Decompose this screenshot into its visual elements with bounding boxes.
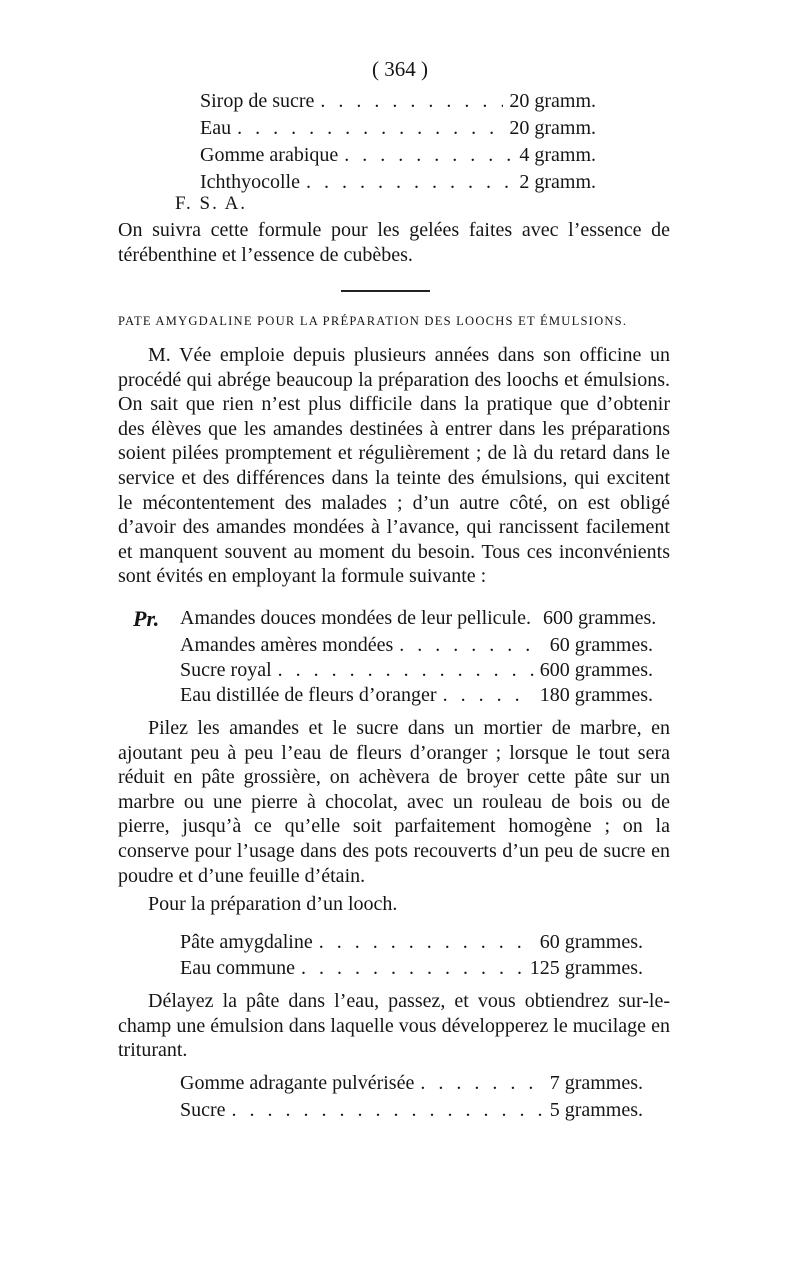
- formula-line: [180, 1097, 643, 1124]
- ingredient-name: Amandes amères mondées: [180, 634, 394, 656]
- leader-dots: [278, 657, 534, 684]
- section-divider: [341, 290, 430, 292]
- formula-line: [180, 1070, 643, 1097]
- ingredient-quantity: 20 gramm.: [509, 90, 596, 112]
- ingredient-name: Eau distillée de fleurs d’oranger: [180, 684, 437, 706]
- ingredient-quantity: 60 grammes.: [549, 634, 653, 656]
- section-title: PATE AMYGDALINE POUR LA PRÉPARATION DES LOOCHS ET ÉMULSIONS.: [118, 314, 628, 328]
- formula-line: [180, 955, 643, 982]
- formula-line: [200, 88, 596, 115]
- ingredient-name: Gomme arabique: [200, 144, 339, 166]
- ingredient-quantity: 125 grammes.: [529, 957, 643, 979]
- paragraph: Pour la préparation d’un looch.: [148, 893, 398, 915]
- ingredient-quantity: 600 grammes.: [543, 607, 657, 629]
- fsa-abbreviation: F. S. A.: [175, 193, 248, 214]
- paragraph: M. Vée emploie depuis plusieurs années dans son officine un procédé qui abrége beaucoup la préparation des loochs et émulsions. On sait que rien n’est plus difficile dans la pratique que d’obtenir des élèves que les amandes destinées à entrer dans les préparations soient pilées promptement et régulièrement ; de là du retard dans le service et des différences dans la teinte des émulsions, qui excitent le mécontentement des malades ; d’un autre côté, on est obligé d’avoir des amandes mondées à l’avance, qui rancissent facilement et manquent souvent au moment du besoin. Tous ces inconvénients sont évités en employant la formule suivante :: [118, 344, 670, 588]
- leader-dots: [399, 632, 543, 659]
- paragraph: Pilez les amandes et le sucre dans un mortier de marbre, en ajoutant peu à peu l’eau de fleurs d’oranger ; lorsque le tout sera réduit en pâte grossière, on achèvera de broyer cette pâte sur un marbre ou une pierre à chocolat, avec un rouleau de bois ou de pierre, jusqu’à ce qu’elle soit parfaitement homogène ; on la conserve pour l’usage dans des pots recouverts d’un peu de sucre en poudre et d’une feuille d’étain.: [118, 717, 670, 887]
- formula-line: [180, 632, 653, 659]
- page-number: ( 364 ): [372, 57, 428, 81]
- ingredient-quantity: 600 grammes.: [539, 659, 653, 681]
- ingredient-name: Gomme adragante pulvérisée: [180, 1072, 415, 1094]
- leader-dots: [306, 169, 513, 196]
- ingredient-quantity: 5 grammes.: [549, 1099, 643, 1121]
- leader-dots: [237, 115, 503, 142]
- formula-line: [133, 605, 657, 632]
- ingredient-quantity: 7 grammes.: [549, 1072, 643, 1094]
- formula-line: [180, 657, 653, 684]
- ingredient-quantity: 2 gramm.: [519, 171, 596, 193]
- ingredient-name: Amandes douces mondées de leur pellicule.: [180, 607, 531, 629]
- leader-dots: [420, 1070, 543, 1097]
- leader-dots: [319, 929, 534, 956]
- ingredient-name: Sucre royal: [180, 659, 272, 681]
- formula-line: [200, 142, 596, 169]
- paragraph: On suivra cette formule pour les gelées faites avec l’essence de térébenthine et l’essence de cubèbes.: [118, 219, 670, 266]
- formula-line: [180, 929, 643, 956]
- recipe-prefix: Pr.: [133, 606, 160, 631]
- ingredient-quantity: 20 gramm.: [509, 117, 596, 139]
- formula-line: [200, 115, 596, 142]
- ingredient-quantity: 4 gramm.: [519, 144, 596, 166]
- ingredient-name: Ichthyocolle: [200, 171, 300, 193]
- paragraph: Délayez la pâte dans l’eau, passez, et vous obtiendrez sur-le-champ une émulsion dans laquelle vous développerez le mucilage en triturant.: [118, 990, 670, 1062]
- leader-dots: [443, 682, 534, 709]
- leader-dots: [344, 142, 513, 169]
- ingredient-name: Sucre: [180, 1099, 226, 1121]
- ingredient-quantity: 180 grammes.: [539, 684, 653, 706]
- leader-dots: [301, 955, 524, 982]
- leader-dots: [320, 88, 503, 115]
- ingredient-quantity: 60 grammes.: [539, 931, 643, 953]
- ingredient-name: Eau commune: [180, 957, 295, 979]
- ingredient-name: Sirop de sucre: [200, 90, 315, 112]
- ingredient-name: Eau: [200, 117, 232, 139]
- ingredient-name: Pâte amygdaline: [180, 931, 313, 953]
- formula-line: [180, 682, 653, 709]
- formula-line: [200, 169, 596, 196]
- leader-dots: [232, 1097, 544, 1124]
